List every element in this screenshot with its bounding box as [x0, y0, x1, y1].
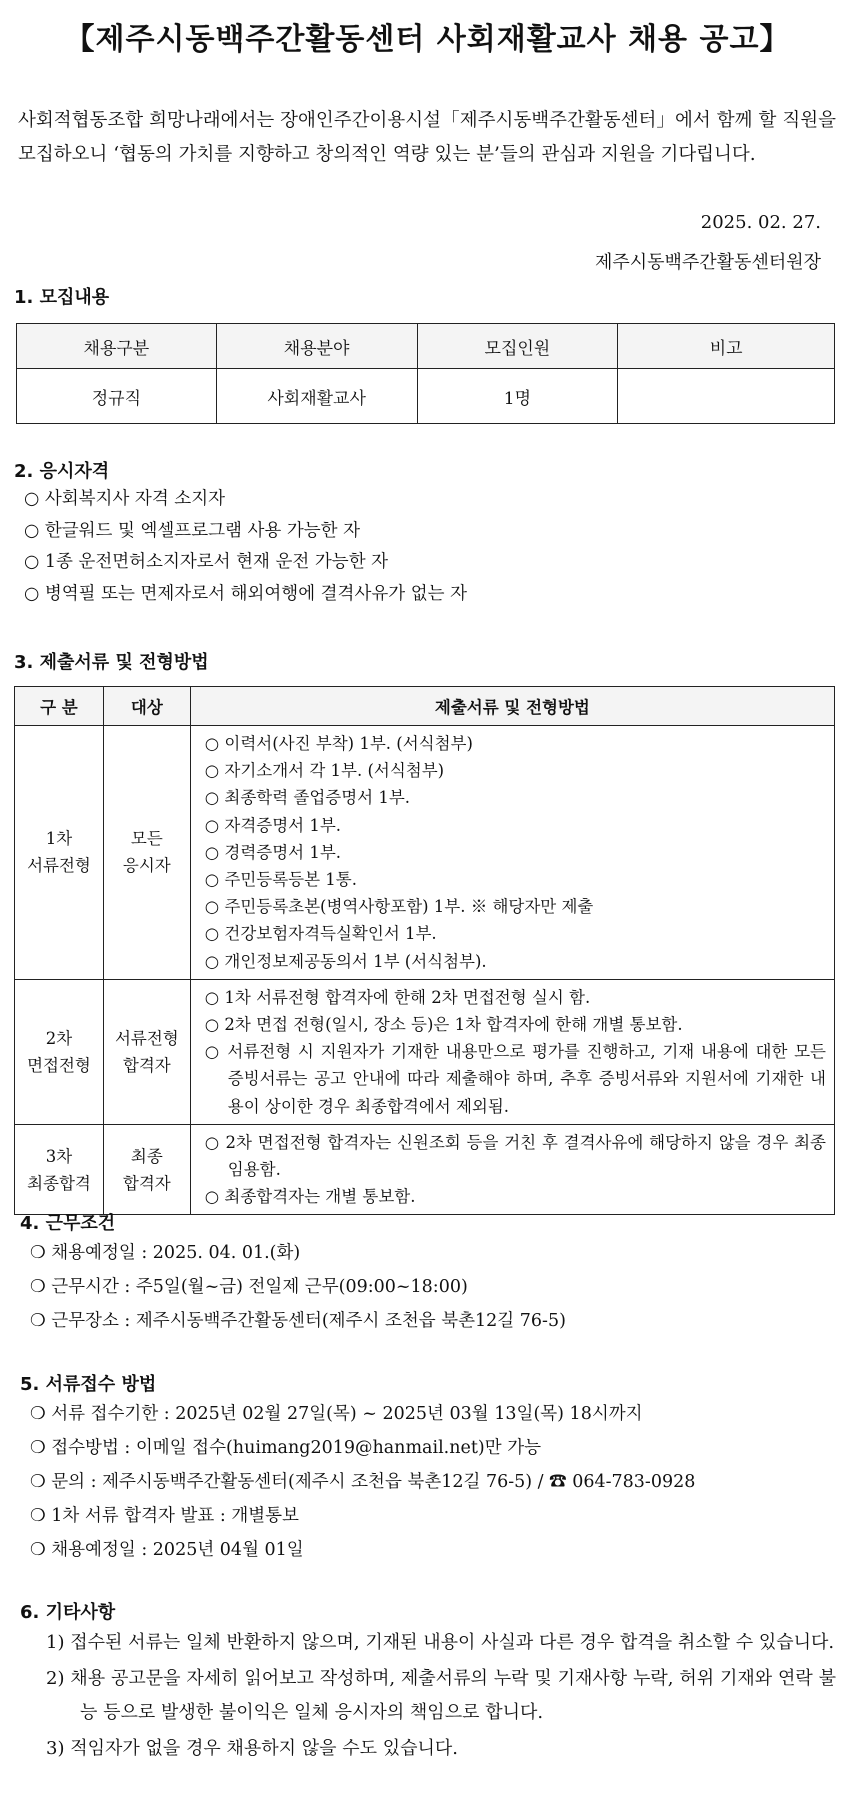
stage-cell: 1차 서류전형: [15, 726, 104, 980]
list-item: ❍ 문의 : 제주시동백주간활동센터(제주시 조천읍 북촌12길 76-5) / ☎ 064-783-0928: [30, 1472, 696, 1492]
table-row: [15, 979, 835, 1124]
list-item: ○ 사회복지사 자격 소지자: [24, 489, 226, 509]
list-item: ○ 2차 면접전형 합격자는 신원조회 등을 거친 후 결격사유에 해당하지 않을 경우 최종 임용함.: [204, 1132, 826, 1180]
table-header-cell: 모집인원: [417, 324, 618, 369]
list-item: ○ 1종 운전면허소지자로서 현재 운전 가능한 자: [24, 552, 389, 572]
list-item: ○ 건강보험자격득실확인서 1부.: [204, 924, 437, 944]
table-header-cell: 구 분: [15, 687, 104, 726]
table-header-cell: 대상: [103, 687, 190, 726]
stage-cell: 3차 최종합격: [15, 1124, 104, 1215]
qualification-list: [24, 484, 467, 610]
list-item: ○ 최종합격자는 개별 통보함.: [204, 1187, 416, 1207]
list-item: 2) 채용 공고문을 자세히 읽어보고 작성하며, 제출서류의 누락 및 기재사항 누락, 허위 기재와 연락 불능 등으로 발생한 불이익은 일체 응시자의 책임으로 합니다.: [46, 1668, 836, 1723]
page-title: 【제주시동백주간활동센터 사회재활교사 채용 공고】: [64, 22, 791, 57]
section-4-heading: 4. 근무조건: [20, 1213, 116, 1234]
list-item: ○ 최종학력 졸업증명서 1부.: [204, 788, 411, 808]
section-5-heading: 5. 서류접수 방법: [20, 1374, 157, 1395]
documents-cell: [190, 726, 834, 980]
list-item: 1) 접수된 서류는 일체 반환하지 않으며, 기재된 내용이 사실과 다른 경우 합격을 취소할 수 있습니다.: [46, 1632, 835, 1653]
application-method-list: [30, 1397, 695, 1567]
work-conditions-list: [30, 1236, 566, 1338]
list-item: ○ 이력서(사진 부착) 1부. (서식첨부): [204, 734, 473, 753]
table-header-row: [17, 324, 835, 369]
announcement-date: 2025. 02. 27.: [700, 212, 821, 233]
list-item: ○ 한글워드 및 엑셀프로그램 사용 가능한 자: [24, 520, 361, 541]
target-cell: 최종 합격자: [103, 1124, 190, 1215]
list-item: ❍ 채용예정일 : 2025년 04월 01일: [30, 1540, 304, 1560]
table-row: [15, 1124, 835, 1215]
list-item: 3) 적임자가 없을 경우 채용하지 않을 수도 있습니다.: [46, 1738, 459, 1759]
list-item: ○ 주민등록초본(병역사항포함) 1부. ※ 해당자만 제출: [204, 897, 594, 917]
table-header-cell: 비고: [618, 324, 835, 369]
list-item: ○ 2차 면접 전형(일시, 장소 등)은 1차 합격자에 한해 개별 통보함.: [204, 1015, 683, 1035]
documents-cell: [190, 1124, 834, 1215]
intro-paragraph: 사회적협동조합 희망나래에서는 장애인주간이용시설「제주시동백주간활동센터」에서 함께 할 직원을 모집하오니 ‘협동의 가치를 지향하고 창의적인 역량 있는 분’들의 관심과 지원을 기다립니다.: [18, 110, 836, 165]
target-cell: 서류전형 합격자: [103, 979, 190, 1124]
list-item: ○ 병역필 또는 면제자로서 해외여행에 결격사유가 없는 자: [24, 583, 468, 604]
list-item: ❍ 근무장소 : 제주시동백주간활동센터(제주시 조천읍 북촌12길 76-5): [30, 1311, 566, 1331]
list-item: ❍ 접수방법 : 이메일 접수(huimang2019@hanmail.net)만 가능: [30, 1438, 542, 1458]
list-item: ○ 주민등록등본 1통.: [204, 870, 357, 890]
list-item: ❍ 채용예정일 : 2025. 04. 01.(화): [30, 1243, 301, 1263]
table-header-cell: 채용구분: [17, 324, 217, 369]
table-header-row: [15, 687, 835, 726]
list-item: ○ 서류전형 시 지원자가 기재한 내용만으로 평가를 진행하고, 기재 내용에 대한 모든 증빙서류는 공고 안내에 따라 제출해야 하며, 추후 증빙서류와 지원서에 기재한 내용이 상이한 경우 최종합격에서 제외됨.: [204, 1042, 826, 1116]
table-header-cell: 제출서류 및 전형방법: [190, 687, 834, 726]
list-item: ○ 개인정보제공동의서 1부 (서식첨부).: [204, 951, 487, 971]
list-item: ○ 1차 서류전형 합격자에 한해 2차 면접전형 실시 함.: [204, 987, 591, 1007]
selection-process-table: [14, 686, 835, 1215]
table-header-cell: 채용분야: [216, 324, 417, 369]
list-item: ○ 경력증명서 1부.: [204, 842, 342, 862]
list-item: ○ 자기소개서 각 1부. (서식첨부): [204, 761, 445, 781]
table-row: [15, 726, 835, 980]
stage-cell: 2차 면접전형: [15, 979, 104, 1124]
section-3-heading: 3. 제출서류 및 전형방법: [14, 652, 209, 673]
recruitment-table: [16, 323, 835, 424]
documents-cell: [190, 979, 834, 1124]
issuer: 제주시동백주간활동센터원장: [594, 252, 821, 273]
table-cell: 정규직: [17, 369, 217, 424]
list-item: ○ 자격증명서 1부.: [204, 815, 342, 835]
target-cell: 모든 응시자: [103, 726, 190, 980]
table-cell: [618, 369, 835, 424]
list-item: ❍ 서류 접수기한 : 2025년 02월 27일(목) ~ 2025년 03월 13일(목) 18시까지: [30, 1404, 643, 1424]
table-cell: 1명: [417, 369, 618, 424]
list-item: ❍ 근무시간 : 주5일(월~금) 전일제 근무(09:00~18:00): [30, 1277, 468, 1297]
table-cell: 사회재활교사: [216, 369, 417, 424]
section-2-heading: 2. 응시자격: [14, 461, 110, 482]
list-item: ❍ 1차 서류 합격자 발표 : 개별통보: [30, 1506, 299, 1526]
section-1-heading: 1. 모집내용: [14, 287, 110, 308]
other-notes-list: [46, 1626, 836, 1768]
table-row: [17, 369, 835, 424]
section-6-heading: 6. 기타사항: [20, 1602, 116, 1623]
